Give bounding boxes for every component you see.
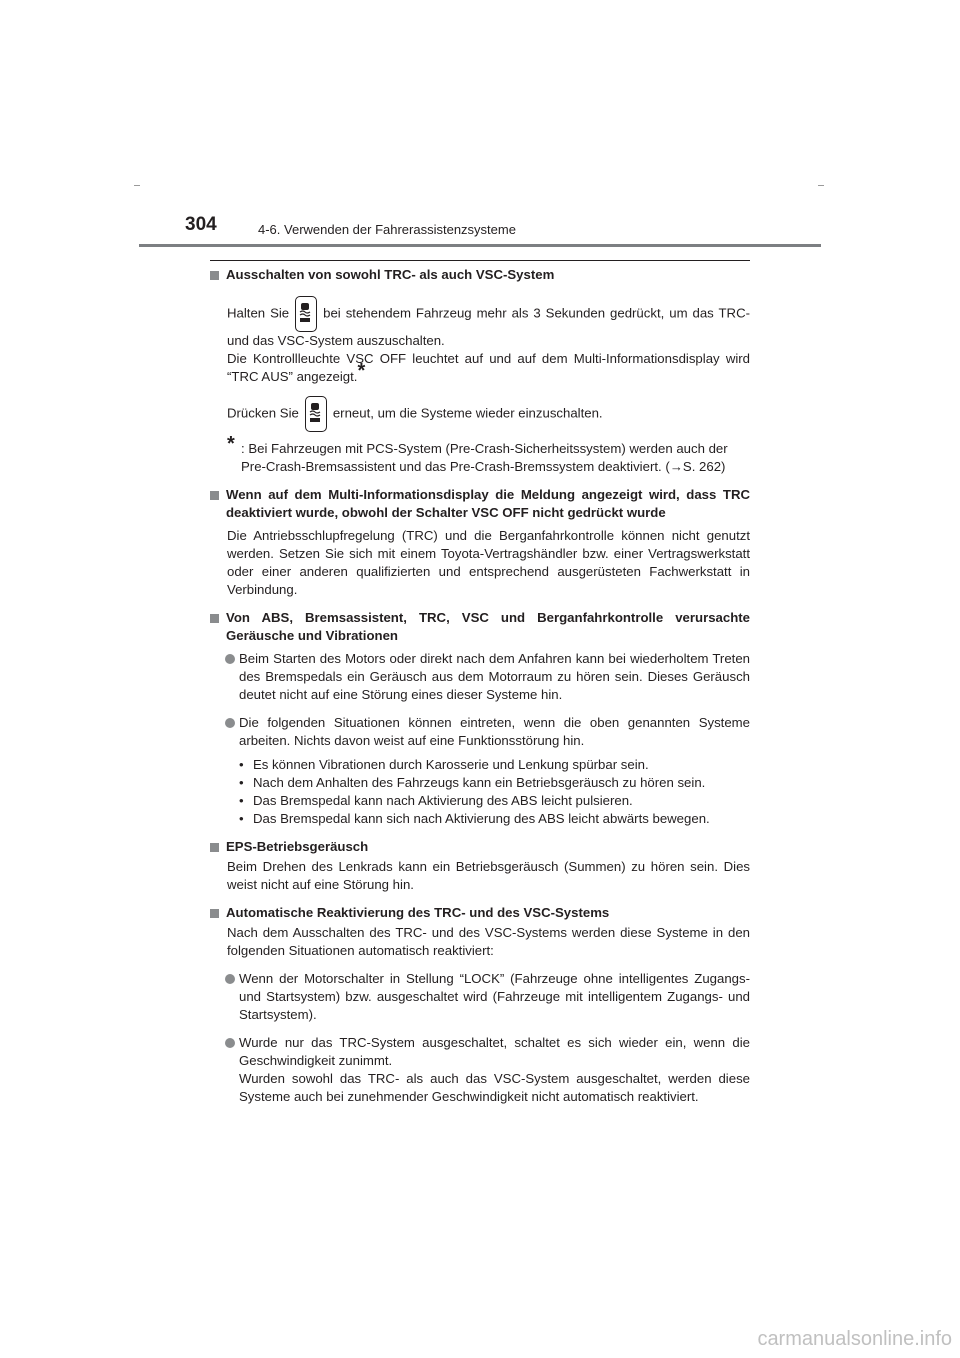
square-bullet-icon — [210, 491, 219, 500]
bullet-text: Wenn der Motorschalter in Stellung “LOCK” (Fahrzeuge ohne intelligentes Zugangs- und Startsystem) bzw. ausgeschaltet wird (Fahrzeuge mit intelligentem Zugangs- und Startsystem). — [239, 971, 750, 1022]
vsc-off-button-icon — [305, 396, 327, 432]
section-title: Wenn auf dem Multi-Informationsdisplay die Meldung angezeigt wird, dass TRC deaktiviert wurde, obwohl der Schalter VSC OFF nicht gedrückt wurde — [226, 487, 750, 520]
square-bullet-icon — [210, 843, 219, 852]
bullet-text: Beim Starten des Motors oder direkt nach dem Anfahren kann bei wiederholtem Treten des Bremspedals ein Geräusch aus dem Motorraum zu hören sein. Dieses Geräusch deutet nicht auf eine Störung eines dieser Systeme hin. — [239, 651, 750, 702]
text: erneut, um die Systeme wieder einzuschalten. — [332, 405, 603, 421]
sub-bullet-item: • Das Bremspedal kann sich nach Aktivierung des ABS leicht abwärts bewegen. — [239, 811, 710, 826]
text: Drücken Sie — [227, 405, 299, 421]
round-bullet-icon — [225, 718, 235, 728]
paragraph: Nach dem Ausschalten des TRC- und des VSC-Systems werden diese Systeme in den folgenden Situationen automatisch reaktiviert: — [227, 925, 750, 958]
header-rule — [139, 244, 821, 247]
section-rule — [210, 260, 750, 261]
sub-bullet-item: • Nach dem Anhalten des Fahrzeugs kann ein Betriebsgeräusch zu hören sein. — [239, 775, 706, 790]
footnote-star: * — [227, 433, 235, 455]
round-bullet-icon — [225, 654, 235, 664]
section-heading — [210, 838, 750, 856]
vsc-off-button-icon — [295, 296, 317, 332]
square-bullet-icon — [210, 271, 219, 280]
footnote-text: : Bei Fahrzeugen mit PCS-System (Pre-Crash-Sicherheitssystem) werden auch der Pre-Crash-Bremsassistent und das Pre-Crash-Bremssystem deaktiviert. (→S. 262) — [241, 441, 728, 474]
bullet-item — [210, 714, 750, 750]
bullet-item — [210, 650, 750, 704]
sub-bullet-text: Es können Vibrationen durch Karosserie und Lenkung spürbar sein. — [253, 757, 649, 772]
sub-bullet-text: Nach dem Anhalten des Fahrzeugs kann ein Betriebsgeräusch zu hören sein. — [253, 775, 706, 790]
bullet-item — [210, 1034, 750, 1106]
page-content — [210, 266, 750, 1106]
round-bullet-icon — [225, 974, 235, 984]
paragraph — [227, 396, 750, 432]
paragraph — [227, 350, 750, 386]
section-heading — [210, 486, 750, 522]
watermark: carmanualsonline.info — [757, 1328, 952, 1350]
section-title: EPS-Betriebsgeräusch — [226, 839, 369, 854]
text: bei stehendem Fahrzeug mehr als 3 Sekunden gedrückt, um das TRC- und das VSC-System auszuschalten. — [227, 305, 750, 348]
sub-bullet-text: Das Bremspedal kann nach Aktivierung des ABS leicht pulsieren. — [253, 793, 633, 808]
bullet-text: Wurden sowohl das TRC- als auch das VSC-System ausgeschaltet, werden diese Systeme auch bei zunehmender Geschwindigkeit nicht automatisch reaktiviert. — [239, 1071, 750, 1104]
chapter-title: 4-6. Verwenden der Fahrerassistenzsysteme — [258, 222, 516, 237]
sub-bullet-item: • Es können Vibrationen durch Karosserie und Lenkung spürbar sein. — [239, 757, 649, 772]
square-bullet-icon — [210, 614, 219, 623]
section-title: Ausschalten von sowohl TRC- als auch VSC-System — [226, 267, 555, 282]
sub-bullet-item: • Das Bremspedal kann nach Aktivierung des ABS leicht pulsieren. — [239, 793, 633, 808]
crop-mark-left — [134, 185, 140, 186]
text: Halten Sie — [227, 305, 290, 321]
section-title: Automatische Reaktivierung des TRC- und des VSC-Systems — [226, 905, 610, 920]
section-heading — [210, 609, 750, 645]
crop-mark-right — [818, 185, 824, 186]
text: Die Kontrollleuchte VSC OFF leuchtet auf und auf dem Multi-Informationsdisplay wird “TRC AUS” angezeigt. — [227, 351, 750, 384]
round-bullet-icon — [225, 1038, 235, 1048]
paragraph: Die Antriebsschlupfregelung (TRC) und die Berganfahrkontrolle können nicht genutzt werden. Setzen Sie sich mit einem Toyota-Vertragshändler bzw. einer Vertragswerkstatt oder einer anderen qualifizierten und entsprechend ausgerüsteten Fachwerkstatt in Verbindung. — [227, 528, 750, 597]
bullet-item — [210, 970, 750, 1024]
bullet-text: Die folgenden Situationen können eintreten, wenn die oben genannten Systeme arbeiten. Nichts davon weist auf eine Funktionsstörung hin. — [239, 715, 750, 748]
paragraph: Beim Drehen des Lenkrads kann ein Betriebsgeräusch (Summen) zu hören sein. Dies weist nicht auf eine Störung hin. — [227, 859, 750, 892]
section-heading — [210, 266, 750, 284]
bullet-text: Wurde nur das TRC-System ausgeschaltet, schaltet es sich wieder ein, wenn die Geschwindigkeit zunimmt. — [239, 1035, 750, 1068]
page-number: 304 — [185, 214, 217, 235]
section-title: Von ABS, Bremsassistent, TRC, VSC und Berganfahrkontrolle verursachte Geräusche und Vibrationen — [226, 610, 750, 643]
sub-bullet-text: Das Bremspedal kann sich nach Aktivierung des ABS leicht abwärts bewegen. — [253, 811, 710, 826]
paragraph — [227, 296, 750, 350]
square-bullet-icon — [210, 909, 219, 918]
footnote-star: * — [357, 360, 366, 382]
section-heading — [210, 904, 750, 922]
footnote — [227, 433, 750, 476]
